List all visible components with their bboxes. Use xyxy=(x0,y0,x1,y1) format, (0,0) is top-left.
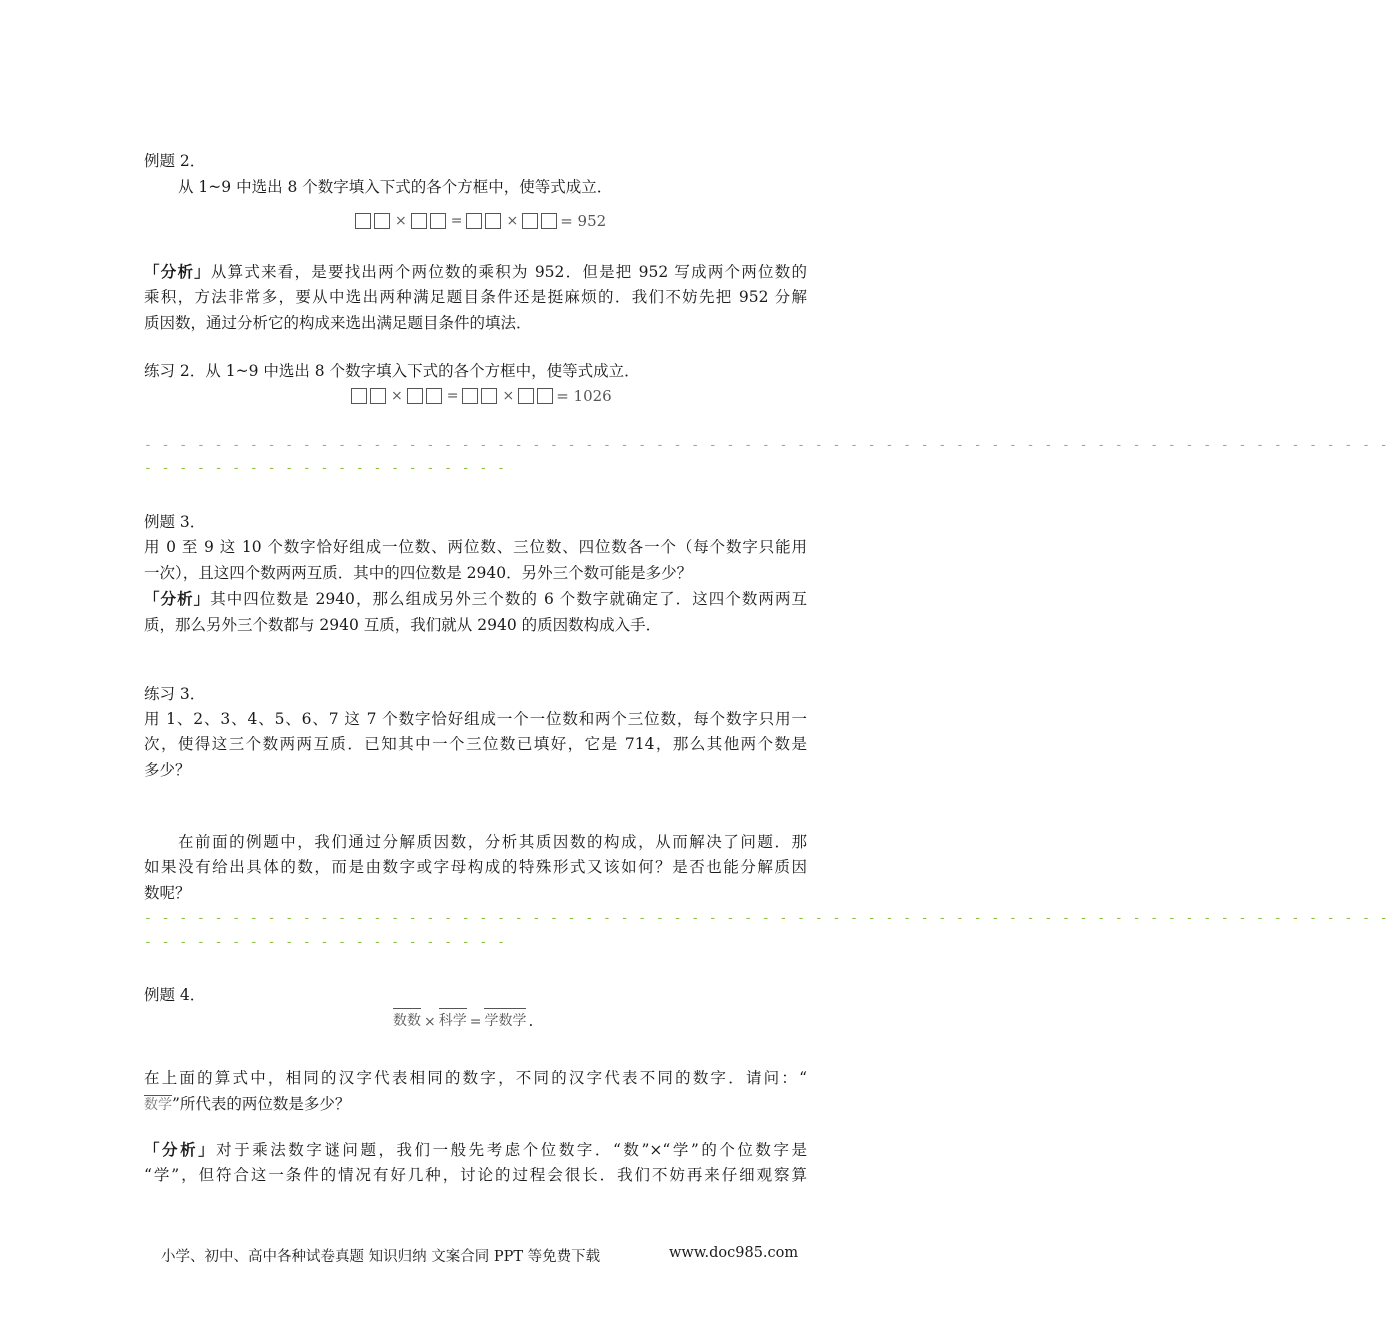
period: . xyxy=(528,1012,534,1030)
body-line: 多少？ xyxy=(144,761,191,779)
body-line: 次，使得这三个数两两互质．已知其中一个三位数已填好，它是 714，那么其他两个数是 xyxy=(144,735,807,753)
times-sign: × xyxy=(424,1014,436,1030)
times-sign: × xyxy=(395,213,407,229)
analysis-label: 「分析」 xyxy=(144,1140,217,1159)
blank-box xyxy=(466,213,482,229)
analysis-line: 对于乘法数字谜问题，我们一般先考虑个位数字．“数”×“学”的个位数字是 xyxy=(216,1141,807,1159)
analysis-line: 质，那么另外三个数都与 2940 互质，我们就从 2940 的质因数构成入手． xyxy=(144,616,662,634)
example-4-title: 例题 4． xyxy=(144,986,206,1004)
body-line: 在前面的例题中，我们通过分解质因数，分析其质因数的构成，从而解决了问题．那 xyxy=(178,833,807,851)
analysis-line: 乘积，方法非常多，要从中选出两种满足题目条件还是挺麻烦的．我们不妨先把 952 分解 xyxy=(144,288,807,306)
section-divider: - - - - - - - - - - - - - - - - - - - - - xyxy=(144,935,506,950)
overline-term: 科学 xyxy=(439,1008,467,1030)
body-line: 用 1、2、3、4、5、6、7 这 7 个数字恰好组成一个一位数和两个三位数，每个数字只用一 xyxy=(144,710,807,728)
example-4-analysis xyxy=(144,1137,807,1188)
blank-box xyxy=(462,388,478,404)
body-line: 如果没有给出具体的数，而是由数字或字母构成的特殊形式又该如何？是否也能分解质因 xyxy=(144,858,807,876)
blank-box xyxy=(407,388,423,404)
analysis-line: 从算式来看，是要找出两个两位数的乘积为 952．但是把 952 写成两个两位数的 xyxy=(210,263,807,281)
analysis-line: 其中四位数是 2940，那么组成另外三个数的 6 个数字就确定了．这四个数两两互 xyxy=(210,590,807,608)
body-line: 数呢？ xyxy=(144,884,191,902)
blank-box xyxy=(518,388,534,404)
body-line: ”所代表的两位数是多少？ xyxy=(172,1095,351,1113)
blank-box xyxy=(370,388,386,404)
times-sign: × xyxy=(502,388,515,404)
analysis-label: 「分析」 xyxy=(144,262,211,281)
footer-url[interactable]: www.doc985.com xyxy=(669,1245,799,1261)
practice-3-title: 练习 3． xyxy=(144,685,206,703)
example-2-text: 从 1~9 中选出 8 个数字填入下式的各个方框中，使等式成立． xyxy=(178,178,613,196)
example-4-equation xyxy=(393,1008,533,1030)
body-line: 用 0 至 9 这 10 个数字恰好组成一位数、两位数、三位数、四位数各一个（每个数字只能用 xyxy=(144,538,807,556)
equals-sign: = xyxy=(450,213,463,229)
blank-box xyxy=(430,213,446,229)
blank-box xyxy=(374,213,390,229)
blank-box xyxy=(522,213,538,229)
analysis-label: 「分析」 xyxy=(144,589,211,608)
blank-box xyxy=(537,388,553,404)
section-divider: - - - - - - - - - - - - - - - - - - - - - - - - - - - - - - - - - - - - - - - - - - - - - - - - - - - - - - - - - - - - - - - - - - - - - - - xyxy=(144,911,1389,926)
practice-2-text: 练习 2．从 1~9 中选出 8 个数字填入下式的各个方框中，使等式成立． xyxy=(144,362,640,380)
overline-term: 数学 xyxy=(144,1097,172,1113)
times-sign: × xyxy=(506,213,519,229)
analysis-line: 质因数，通过分析它的构成来选出满足题目条件的填法． xyxy=(144,314,532,332)
blank-box xyxy=(426,388,442,404)
blank-box xyxy=(541,213,557,229)
body-line: 一次），且这四个数两两互质．其中的四位数是 2940．另外三个数可能是多少？ xyxy=(144,564,693,582)
footer-text: 小学、初中、高中各种试卷真题 知识归纳 文案合同 PPT 等免费下载 xyxy=(161,1249,601,1265)
blank-box xyxy=(355,213,371,229)
example-2-title: 例题 2． xyxy=(144,152,206,170)
intro-paragraph xyxy=(144,830,807,906)
section-divider: - - - - - - - - - - - - - - - - - - - - - xyxy=(144,461,506,476)
example-4-body xyxy=(144,1066,807,1118)
times-sign: × xyxy=(391,388,403,404)
example-2-analysis xyxy=(144,259,807,336)
blank-box xyxy=(481,388,497,404)
example-3-body xyxy=(144,535,807,638)
section-divider: - - - - - - - - - - - - - - - - - - - - - - - - - - - - - - - - - - - - - - - - - - - - - - - - - - - - - - - - - - - - - - - - - - - - - - - xyxy=(144,438,1389,453)
equation-result: = 1026 xyxy=(556,387,612,405)
equation-result: = 952 xyxy=(560,212,607,230)
blank-box xyxy=(485,213,501,229)
blank-box xyxy=(351,388,367,404)
example-3-title: 例题 3． xyxy=(144,513,206,531)
equals-sign: = xyxy=(446,388,459,404)
body-line: 在上面的算式中，相同的汉字代表相同的数字，不同的汉字代表不同的数字．请问：“ xyxy=(144,1069,807,1087)
practice-2-equation xyxy=(351,387,612,405)
equals-sign: = xyxy=(469,1014,482,1030)
practice-3-body xyxy=(144,707,807,783)
blank-box xyxy=(411,213,427,229)
example-2-equation xyxy=(355,212,606,230)
overline-term: 学数学 xyxy=(484,1008,526,1030)
analysis-line: “学”，但符合这一条件的情况有好几种，讨论的过程会很长．我们不妨再来仔细观察算 xyxy=(144,1166,807,1184)
overline-term: 数数 xyxy=(393,1008,421,1030)
